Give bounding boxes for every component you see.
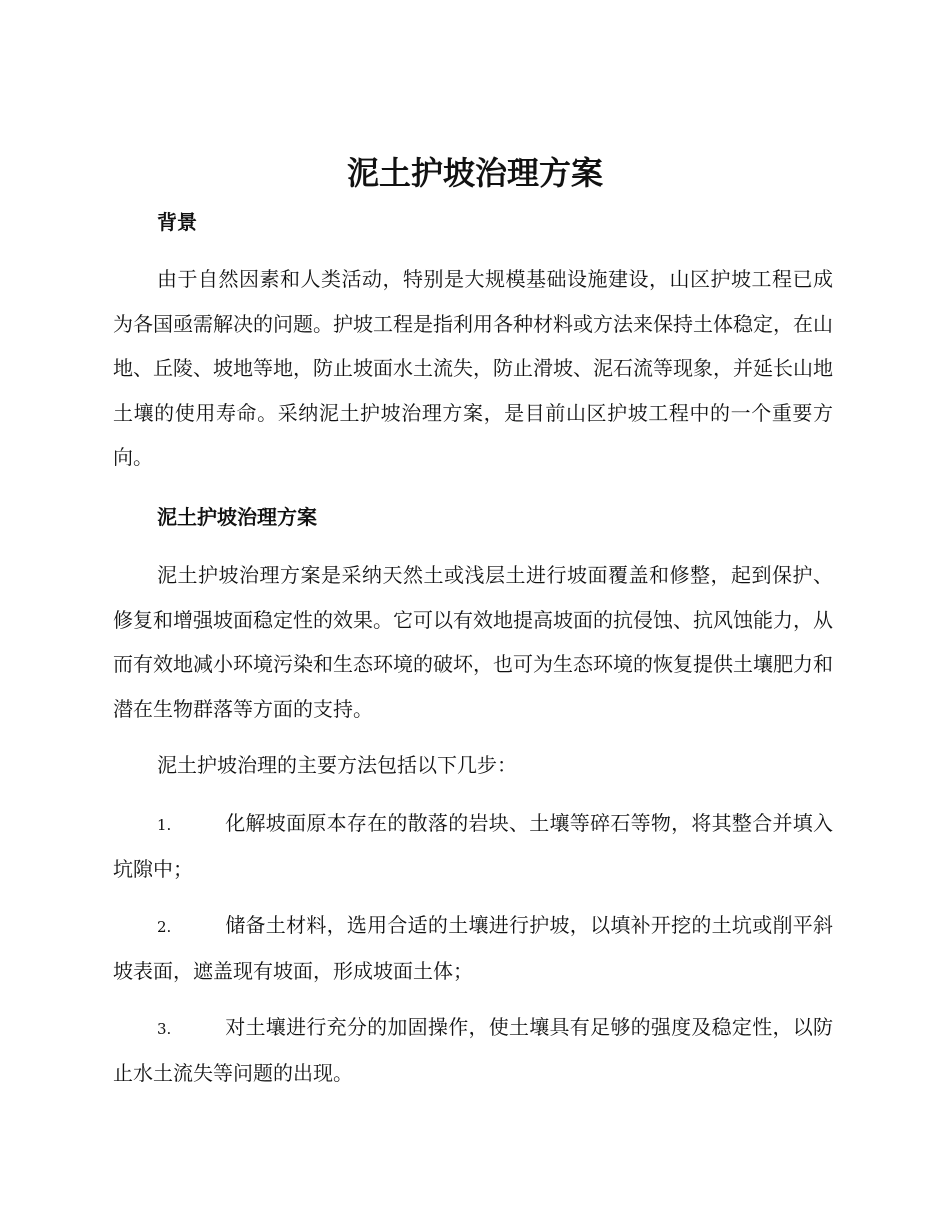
list-item-number: 1.: [157, 816, 172, 834]
list-item-text: 对土壤进行充分的加固操作，使土壤具有足够的强度及稳定性，以防止水土流失等问题的出现。: [113, 1015, 833, 1085]
list-item-step-1: [113, 801, 833, 891]
paragraph-background: 由于自然因素和人类活动，特别是大规模基础设施建设，山区护坡工程已成为各国亟需解决的问题。护坡工程是指利用各种材料或方法来保持土体稳定，在山地、丘陵、坡地等地，防止坡面水土流失，防止滑坡、泥石流等现象，并延长山地土壤的使用寿命。采纳泥土护坡治理方案，是目前山区护坡工程中的一个重要方向。: [113, 267, 833, 469]
section-heading-background: 背景: [157, 210, 197, 234]
document-title: 泥土护坡治理方案: [346, 154, 603, 192]
list-item-step-2: [113, 903, 833, 993]
section-heading-plan: 泥土护坡治理方案: [157, 505, 317, 529]
list-item-number: 2.: [157, 918, 172, 936]
list-item-step-3: [113, 1005, 833, 1095]
paragraph-steps-intro: 泥土护坡治理的主要方法包括以下几步：: [157, 753, 517, 777]
paragraph-plan-description: 泥土护坡治理方案是采纳天然土或浅层土进行坡面覆盖和修整，起到保护、修复和增强坡面稳定性的效果。它可以有效地提高坡面的抗侵蚀、抗风蚀能力，从而有效地减小环境污染和生态环境的破坏，也可为生态环境的恢复提供土壤肥力和潜在生物群落等方面的支持。: [113, 563, 833, 721]
list-item-text: 化解坡面原本存在的散落的岩块、土壤等碎石等物，将其整合并填入坑隙中；: [113, 811, 833, 881]
list-item-text: 储备土材料，选用合适的土壤进行护坡，以填补开挖的土坑或削平斜坡表面，遮盖现有坡面，形成坡面土体；: [113, 913, 833, 983]
list-item-number: 3.: [157, 1020, 172, 1038]
